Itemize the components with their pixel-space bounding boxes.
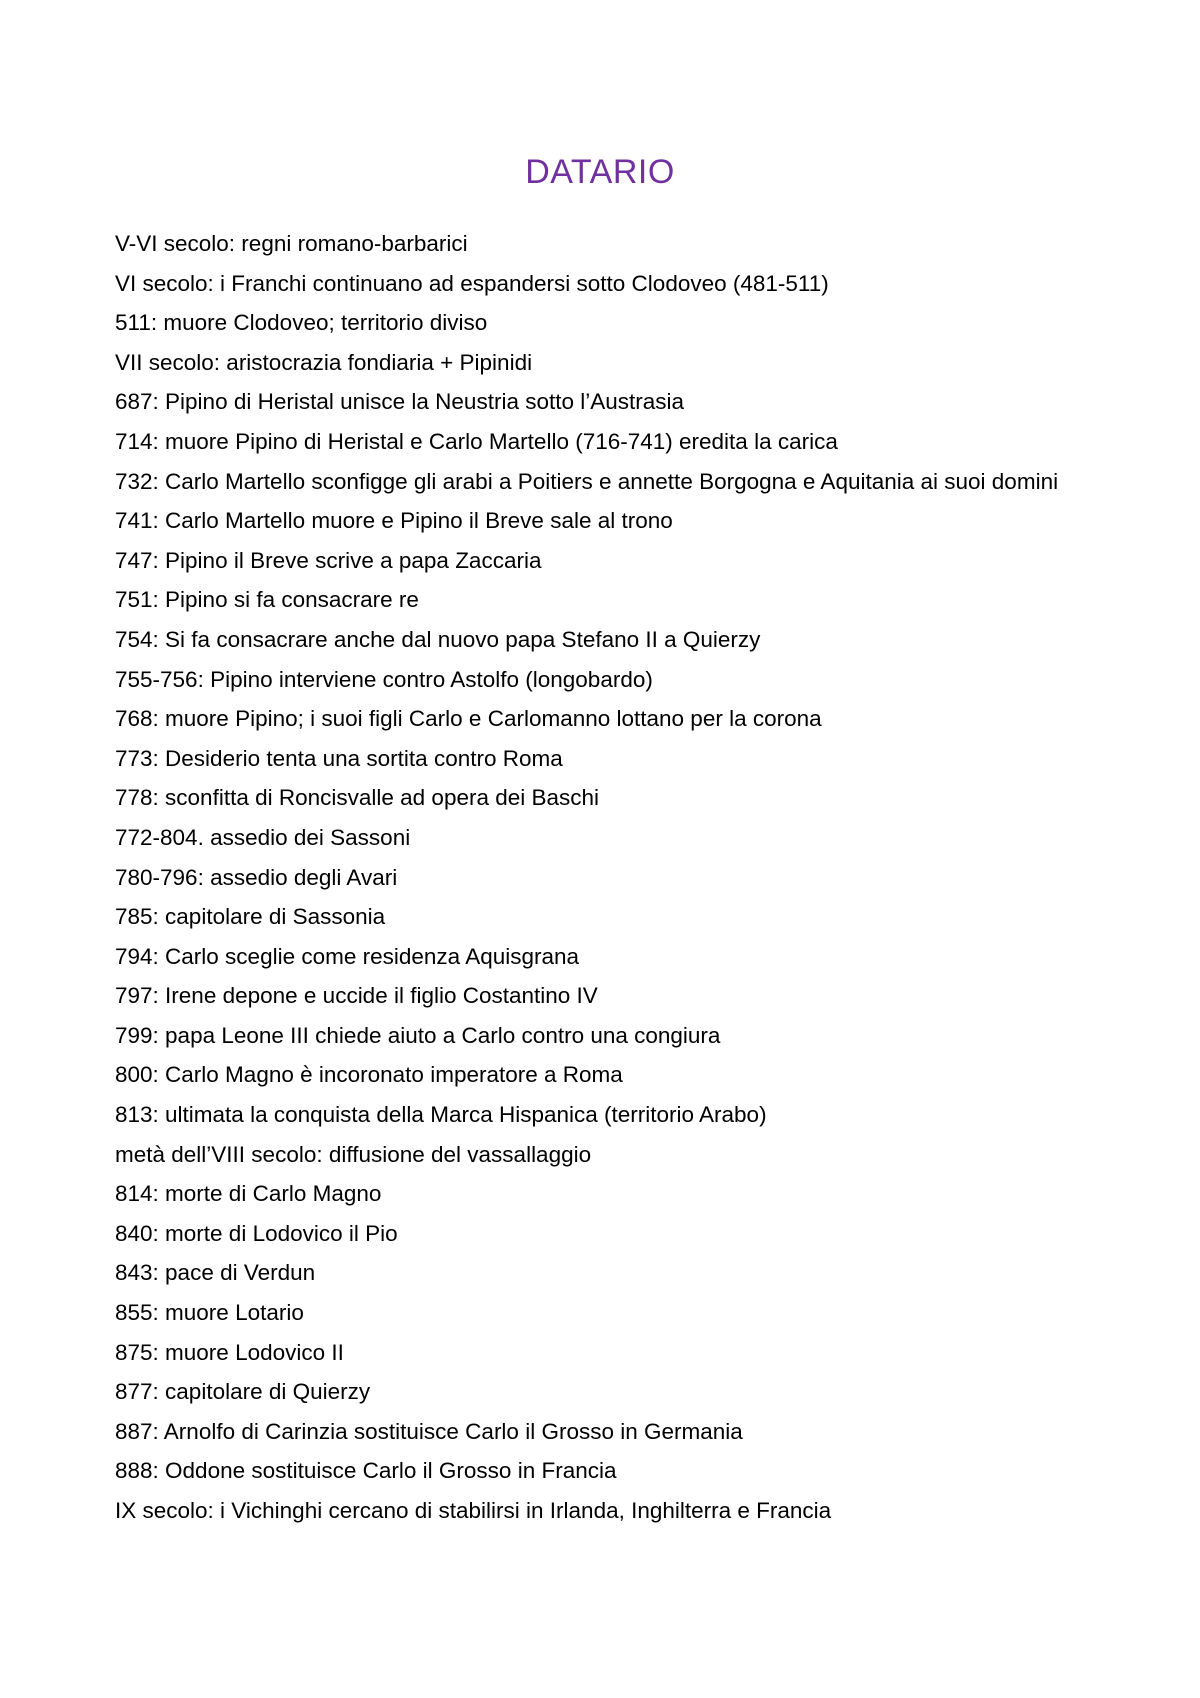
timeline-entry: 887: Arnolfo di Carinzia sostituisce Carlo il Grosso in Germania: [115, 1418, 743, 1444]
timeline-entry: V-VI secolo: regni romano-barbarici: [115, 231, 468, 256]
timeline-entry: 778: sconfitta di Roncisvalle ad opera dei Baschi: [115, 785, 600, 811]
timeline-entry: 843: pace di Verdun: [115, 1260, 316, 1286]
timeline-entry: 888: Oddone sostituisce Carlo il Grosso in Francia: [115, 1458, 617, 1484]
timeline-entry: 855: muore Lotario: [115, 1300, 304, 1326]
timeline-entry: 732: Carlo Martello sconfigge gli arabi a Poitiers e annette Borgogna e Aquitania ai suoi domini: [115, 468, 1059, 494]
timeline-entry: 772-804. assedio dei Sassoni: [115, 824, 411, 850]
page-title: DATARIO: [525, 153, 675, 191]
timeline-entry: 814: morte di Carlo Magno: [115, 1181, 382, 1207]
timeline-entry: 747: Pipino il Breve scrive a papa Zaccaria: [115, 547, 542, 573]
timeline-entry: 714: muore Pipino di Heristal e Carlo Martello (716-741) eredita la carica: [115, 428, 838, 454]
timeline-entry: 840: morte di Lodovico il Pio: [115, 1220, 398, 1246]
timeline-entry: 794: Carlo sceglie come residenza Aquisgrana: [115, 943, 580, 969]
timeline-entry: IX secolo: i Vichinghi cercano di stabilirsi in Irlanda, Inghilterra e Francia: [115, 1498, 832, 1523]
timeline-entry: 741: Carlo Martello muore e Pipino il Breve sale al trono: [115, 508, 673, 534]
timeline-entry: 687: Pipino di Heristal unisce la Neustria sotto l’Austrasia: [115, 389, 685, 415]
timeline-entry: 755-756: Pipino interviene contro Astolfo (longobardo): [115, 666, 653, 692]
timeline-entry: VI secolo: i Franchi continuano ad espandersi sotto Clodoveo (481-511): [115, 270, 829, 296]
timeline-entry: 797: Irene depone e uccide il figlio Costantino IV: [115, 983, 598, 1009]
timeline-list: [115, 224, 1085, 1531]
timeline-entry: 799: papa Leone III chiede aiuto a Carlo contro una congiura: [115, 1022, 721, 1048]
timeline-entry: VII secolo: aristocrazia fondiaria + Pipinidi: [115, 349, 533, 375]
timeline-entry: 511: muore Clodoveo; territorio diviso: [115, 310, 488, 336]
timeline-entry: 800: Carlo Magno è incoronato imperatore a Roma: [115, 1062, 623, 1088]
timeline-entry: 875: muore Lodovico II: [115, 1339, 344, 1365]
timeline-entry: metà dell’VIII secolo: diffusione del vassallaggio: [115, 1141, 592, 1167]
timeline-entry: 813: ultimata la conquista della Marca Hispanica (territorio Arabo): [115, 1102, 767, 1128]
timeline-entry: 780-796: assedio degli Avari: [115, 864, 398, 890]
timeline-entry: 768: muore Pipino; i suoi figli Carlo e Carlomanno lottano per la corona: [115, 706, 822, 732]
timeline-entry: 751: Pipino si fa consacrare re: [115, 587, 419, 613]
timeline-entry: 754: Si fa consacrare anche dal nuovo papa Stefano II a Quierzy: [115, 626, 761, 652]
timeline-entry: 785: capitolare di Sassonia: [115, 904, 386, 930]
timeline-entry: 773: Desiderio tenta una sortita contro Roma: [115, 745, 563, 771]
timeline-entry: 877: capitolare di Quierzy: [115, 1379, 371, 1405]
